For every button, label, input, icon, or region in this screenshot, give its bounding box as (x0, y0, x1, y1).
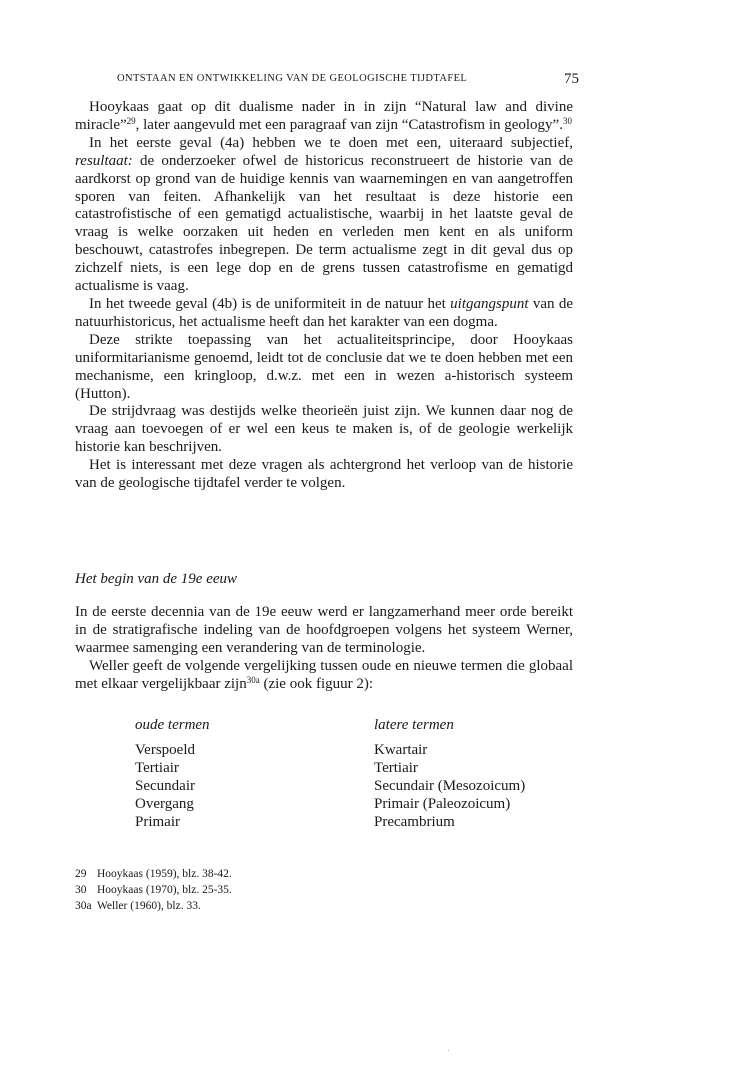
footnote-number: 29 (75, 868, 87, 880)
term-item: Verspoeld (135, 742, 195, 758)
text-run: (zie ook figuur 2): (259, 675, 374, 692)
footnote-number: 30a (75, 900, 92, 912)
running-head-title: ONTSTAAN EN ONTWIKKELING VAN DE GEOLOGISCHE TIJDTAFEL (117, 73, 468, 84)
term-item: Overgang (135, 796, 194, 812)
running-head (117, 71, 579, 87)
paragraph: Deze strikte toepassing van het actualiteitsprincipe, door Hooykaas uniformitarianisme genoemd, leidt tot de conclusie dat we te doen hebben met een mechanisme, een kringloop, d.w.z. met een in wezen a-historisch systeem (Hutton). (75, 331, 573, 402)
term-item: Primair (Paleozoicum) (374, 796, 511, 812)
printer-mark-icon: ⸱ (447, 1046, 450, 1057)
footnote-text: Hooykaas (1970), blz. 25-35. (97, 884, 232, 896)
paragraph: In de eerste decennia van de 19e eeuw werd er langzamerhand meer orde bereikt in de stratigrafische indeling van de hoofdgroepen volgens het systeem Werner, waarmee samenging een verandering van de terminologie. (75, 604, 573, 656)
paragraph: Het is interessant met deze vragen als achtergrond het verloop van de historie van de geologische tijdtafel verder te volgen. (75, 457, 573, 492)
term-item: Secundair (Mesozoicum) (374, 778, 526, 794)
footnote-number: 30 (75, 884, 87, 896)
text-run: In het tweede geval (4b) is de uniformiteit in de natuur het (89, 295, 446, 312)
paragraph (75, 135, 573, 296)
term-item: Secundair (135, 778, 195, 794)
footnotes (75, 866, 232, 914)
footnote (75, 882, 232, 898)
new-terms-column (374, 716, 604, 831)
footnote-text: Weller (1960), blz. 33. (97, 900, 201, 912)
text-run: In het eerste geval (4a) hebben we te doen met een, uiteraard subjectief, (89, 134, 573, 151)
italic-term: uitgangspunt (450, 295, 529, 312)
old-terms-heading: oude termen (135, 717, 210, 733)
new-terms-heading: latere termen (374, 717, 454, 733)
term-item: Primair (135, 814, 180, 830)
body-text-section (75, 604, 573, 694)
body-text (75, 99, 573, 493)
page-number: 75 (564, 71, 579, 87)
paragraph (75, 99, 573, 135)
paragraph (75, 658, 573, 694)
footnote (75, 866, 232, 882)
term-item: Tertiair (374, 760, 418, 776)
section-heading: Het begin van de 19e eeuw (75, 571, 238, 587)
text-run: Hooykaas gaat op dit dualisme nader in in zijn “Natural law and divine miracle” (75, 99, 573, 133)
term-item: Kwartair (374, 742, 428, 758)
term-item: Precambrium (374, 814, 455, 830)
text-run: Weller geeft de volgende vergelijking tussen oude en nieuwe termen die globaal met elkaar vergelijkbaar zijn (75, 657, 573, 692)
footnote-ref: 29 (126, 115, 136, 126)
italic-term: resultaat: (75, 152, 133, 169)
footnote-ref: 30a (246, 674, 260, 685)
text-run: de onderzoeker ofwel de historicus reconstrueert de historie van de aardkorst op grond van de huidige kennis van waarnemingen en van aangetroffen sporen van feiten. Afhankelijk van het resultaat is deze historie een catastrofistische of een gematigd actualistische, waarbij in het laatste geval de vraag is welke oorzaken uit heden en verleden men kent en als uniform beschouwt, catastrofes inbegrepen. De term actualisme zegt in dit geval dus op zichzelf niets, is een lege dop en de grens tussen catastrofisme en gematigd actualisme is vaag. (75, 152, 573, 295)
footnote-ref: 30 (562, 115, 572, 126)
old-terms-column (135, 716, 365, 831)
term-item: Tertiair (135, 760, 179, 776)
paragraph: De strijdvraag was destijds welke theorieën juist zijn. We kunnen daar nog de vraag aan toevoegen of er wel een keus te maken is, of de geologie werkelijk historie kan beschrijven. (75, 403, 573, 456)
footnote-text: Hooykaas (1959), blz. 38-42. (97, 868, 232, 880)
text-run: , later aangevuld met een paragraaf van zijn “Catastrofism in geology”. (135, 116, 563, 133)
paragraph (75, 296, 573, 332)
text-run: van de natuurhistoricus, het actualisme heeft dan het karakter van een dogma. (75, 295, 573, 330)
footnote (75, 898, 232, 914)
